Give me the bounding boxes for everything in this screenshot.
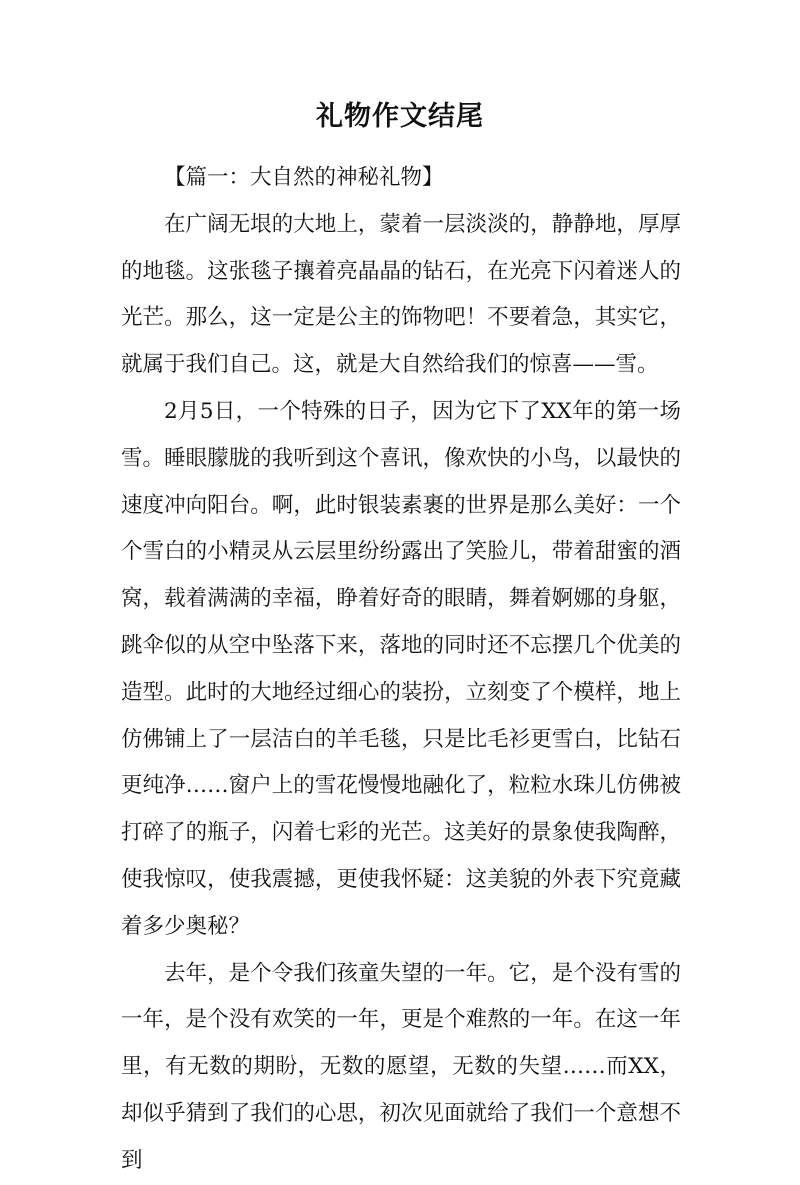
paragraph-2: 2月5日，一个特殊的日子，因为它下了XX年的第一场雪。睡眼朦胧的我听到这个喜讯，像欢快的小鸟，以最快的速度冲向阳台。啊，此时银装素裹的世界是那么美好：一个个雪白的小精灵从云层里纷纷露出了笑脸儿，带着甜蜜的酒窝，载着满满的幸福，睁着好奇的眼睛，舞着婀娜的身躯，跳伞似的从空中坠落下来，落地的同时还不忘摆几个优美的造型。此时的大地经过细心的装扮，立刻变了个模样，地上仿佛铺上了一层洁白的羊毛毯，只是比毛衫更雪白，比钻石更纯净……窗户上的雪花慢慢地融化了，粒粒水珠儿仿佛被打碎了的瓶子，闪着七彩的光芒。这美好的景象使我陶醉，使我惊叹，使我震撼，更使我怀疑：这美貌的外表下究竟藏着多少奥秘？ xyxy=(121,398,681,939)
section-heading: 【篇一：大自然的神秘礼物】 xyxy=(164,165,444,190)
paragraph-3: 去年，是个令我们孩童失望的一年。它，是个没有雪的一年，是个没有欢笑的一年，更是个难熬的一年。在这一年里，有无数的期盼，无数的愿望，无数的失望……而XX，却似乎猜到了我们的心思，初次见面就给了我们一个意想不到 xyxy=(121,960,681,1173)
document-body xyxy=(121,155,681,1185)
page-title: 礼物作文结尾 xyxy=(316,101,484,132)
paragraph-1: 在广阔无垠的大地上，蒙着一层淡淡的，静静地，厚厚的地毯。这张毯子攘着亮晶晶的钻石，在光亮下闪着迷人的光芒。那么，这一定是公主的饰物吧！不要着急，其实它，就属于我们自己。这，就是大自然给我们的惊喜——雪。 xyxy=(121,211,681,378)
